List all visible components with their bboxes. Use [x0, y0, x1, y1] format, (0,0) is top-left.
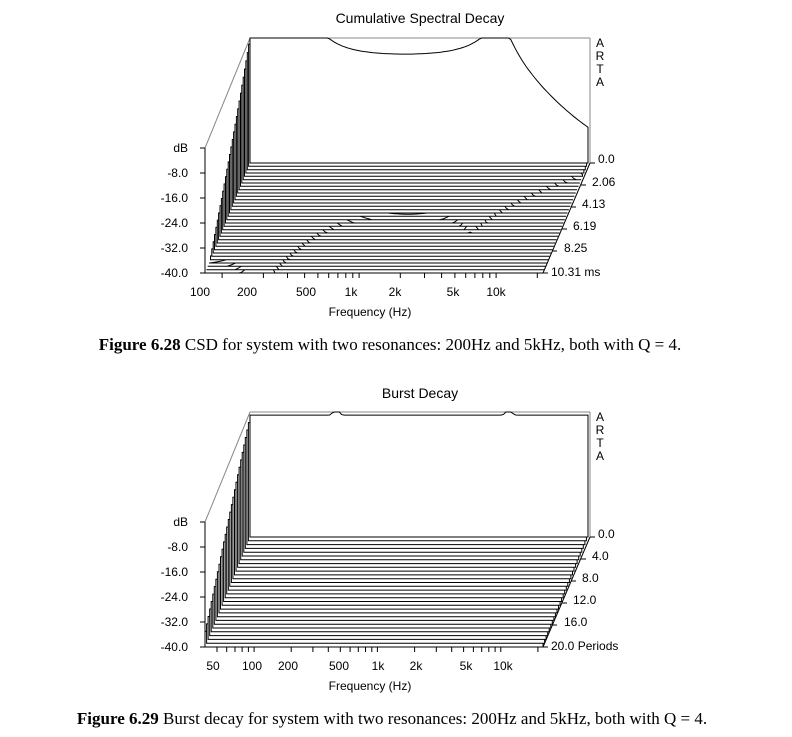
burst-z-tick-label: 12.0	[573, 593, 597, 607]
burst-watermark-letter-a1: A	[595, 410, 605, 424]
burst-x-tick-label: 100	[241, 659, 263, 673]
csd-title: Cumulative Spectral Decay	[335, 10, 505, 26]
csd-watermark-letter-t: T	[596, 62, 604, 76]
csd-y-label: dB	[173, 141, 188, 155]
csd-x-ticks	[222, 273, 537, 278]
csd-decay-slices	[205, 38, 588, 273]
burst-y-tick-label: -16.0	[160, 565, 188, 579]
burst-decay-slices	[205, 412, 588, 647]
burst-watermark-letter-t: T	[596, 436, 604, 450]
burst-y-label: dB	[173, 515, 188, 529]
burst-y-tick-label: -32.0	[160, 615, 188, 629]
burst-y-tick-label: -40.0	[160, 640, 188, 654]
burst-chart	[77, 385, 707, 728]
csd-x-tick-label: 10k	[486, 285, 506, 299]
csd-y-ticks	[161, 141, 205, 280]
csd-x-tick-label: 100	[189, 285, 211, 299]
burst-x-tick-label: 2k	[409, 659, 423, 673]
decay-slice	[250, 412, 588, 537]
burst-x-tick-label: 50	[206, 659, 220, 673]
csd-watermark-letter-a2: A	[595, 75, 605, 89]
csd-z-tick-label: 6.19	[573, 219, 597, 233]
decay-slice	[250, 38, 588, 163]
burst-z-tick-label: 8.0	[582, 571, 599, 585]
burst-x-tick-label: 500	[328, 659, 350, 673]
burst-x-tick-label: 10k	[493, 659, 513, 673]
csd-watermark-letter-r: R	[595, 49, 605, 63]
burst-z-tick-label: 16.0	[564, 615, 588, 629]
csd-z-tick-label: 8.25	[564, 241, 588, 255]
csd-y-tick-label: -32.0	[160, 241, 188, 255]
burst-y-tick-label: -24.0	[160, 590, 188, 604]
burst-x-tick-label: 1k	[371, 659, 385, 673]
burst-z-tick-label: 20.0 Periods	[551, 639, 619, 653]
csd-x-tick-label: 500	[295, 285, 317, 299]
burst-watermark-letter-r: R	[595, 423, 605, 437]
burst-arta-watermark	[596, 410, 605, 463]
csd-arta-watermark	[596, 36, 605, 89]
burst-x-tick-label: 5k	[459, 659, 473, 673]
csd-y-tick-label: -40.0	[160, 266, 188, 280]
csd-x-label: Frequency (Hz)	[328, 305, 412, 319]
csd-y-tick-label: -8.0	[167, 166, 188, 180]
csd-y-tick-label: -24.0	[160, 216, 188, 230]
burst-x-tick-label: 200	[277, 659, 299, 673]
burst-title: Burst Decay	[381, 385, 459, 401]
csd-z-tick-label: 0.0	[598, 152, 615, 166]
csd-z-tick-label: 10.31 ms	[551, 265, 601, 279]
burst-caption-text: Burst decay for system with two resonances: 200Hz and 5kHz, both with Q = 4.	[158, 709, 708, 728]
burst-z-tick-label: 4.0	[592, 549, 609, 563]
burst-watermark-letter-a2: A	[595, 449, 605, 463]
burst-z-tick-label: 0.0	[598, 527, 615, 541]
burst-x-ticks	[217, 647, 538, 652]
csd-y-tick-label: -16.0	[160, 191, 188, 205]
burst-caption-label: Figure 6.29	[76, 709, 159, 728]
csd-x-tick-label: 5k	[446, 285, 460, 299]
csd-caption-text: CSD for system with two resonances: 200Hz and 5kHz, both with Q = 4.	[180, 335, 682, 354]
csd-x-tick-label: 2k	[388, 285, 402, 299]
csd-chart	[99, 10, 682, 354]
burst-x-label: Frequency (Hz)	[328, 679, 412, 693]
burst-caption	[77, 709, 707, 728]
csd-x-tick-label: 1k	[344, 285, 358, 299]
csd-z-tick-label: 2.06	[592, 175, 616, 189]
burst-y-tick-label: -8.0	[167, 540, 188, 554]
csd-caption	[99, 335, 682, 354]
burst-y-ticks	[161, 515, 205, 654]
csd-x-tick-label: 200	[236, 285, 258, 299]
csd-watermark-letter-a1: A	[595, 36, 605, 50]
csd-z-tick-label: 4.13	[582, 197, 606, 211]
csd-caption-label: Figure 6.28	[98, 335, 181, 354]
